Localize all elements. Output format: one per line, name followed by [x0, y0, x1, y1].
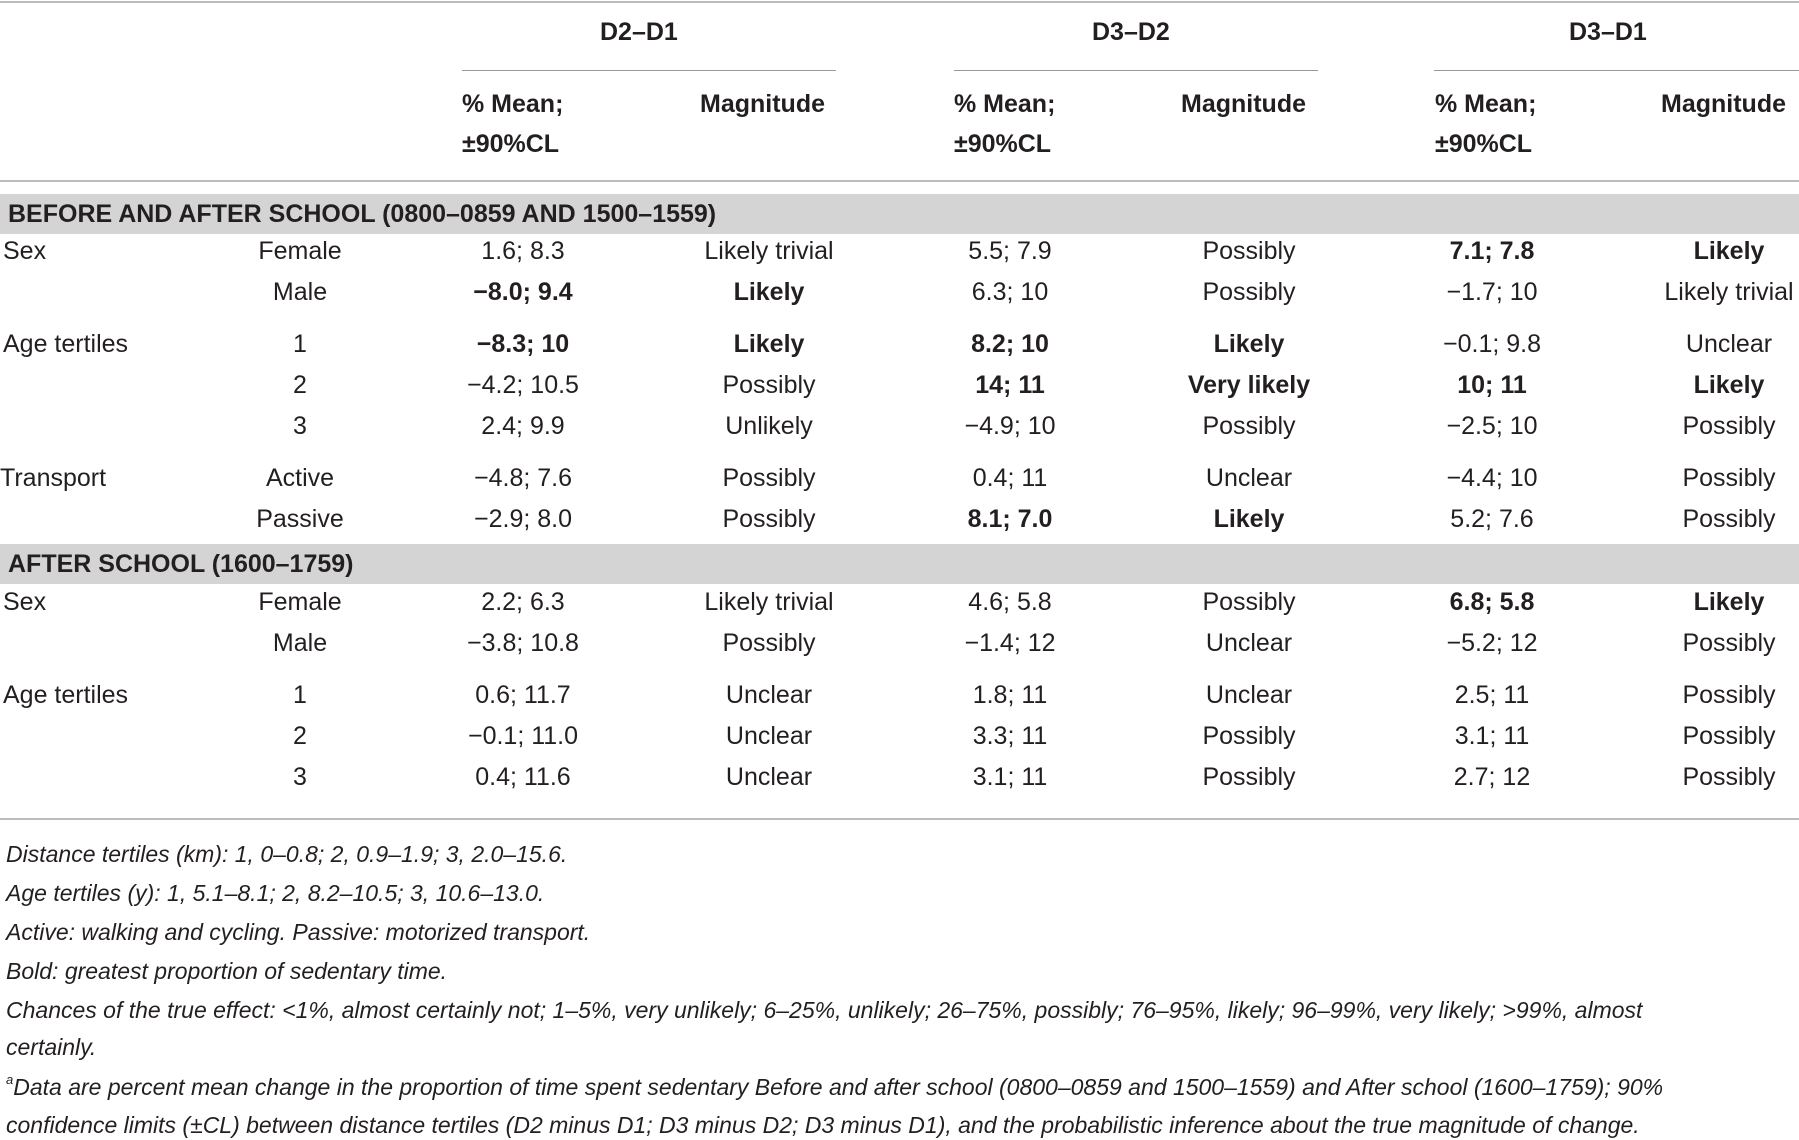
row-level: Active: [265, 464, 335, 492]
mean-cl-cell: 0.6; 11.7: [475, 681, 571, 709]
group-header-d3-d1: D3–D1: [1569, 18, 1647, 46]
mean-cl-cell: 14; 11: [975, 371, 1045, 399]
magnitude-cell: Possibly: [1202, 588, 1296, 616]
mean-cl-cell: 2.4; 9.9: [481, 412, 565, 440]
group-header-d3-d2: D3–D2: [1092, 18, 1170, 46]
mean-cl-cell: 3.1; 11: [972, 763, 1048, 791]
table-bottom-rule: [0, 818, 1799, 820]
magnitude-cell: Possibly: [1682, 464, 1776, 492]
magnitude-cell: Possibly: [1682, 681, 1776, 709]
magnitude-cell: Possibly: [722, 505, 816, 533]
group-rule-d3-d1: [1434, 70, 1799, 71]
magnitude-cell: Likely: [733, 330, 805, 358]
footnote-chances-line1: Chances of the true effect: <1%, almost certainly not; 1–5%, very unlikely; 6–25%, unlikely; 26–75%, possibly; 76–95%, likely; 96–99%, very likely; >99%, almost: [6, 997, 1643, 1023]
magnitude-cell: Possibly: [722, 629, 816, 657]
magnitude-cell: Possibly: [1682, 763, 1776, 791]
group-header-d2-d1: D2–D1: [600, 18, 678, 46]
magnitude-cell: Likely trivial: [1664, 278, 1794, 306]
mean-cl-cell: 5.5; 7.9: [968, 237, 1052, 265]
mean-cl-cell: −4.4; 10: [1446, 464, 1538, 492]
row-level: Male: [272, 629, 328, 657]
row-level: 1: [293, 681, 307, 709]
mean-cl-cell: 4.6; 5.8: [968, 588, 1052, 616]
subheader-cl-1: ±90%CL: [462, 130, 560, 158]
row-level: Male: [272, 278, 328, 306]
subheader-magnitude-3: Magnitude: [1661, 90, 1786, 118]
mean-cl-cell: −3.8; 10.8: [467, 629, 579, 657]
row-level: Female: [258, 588, 342, 616]
mean-cl-cell: −2.9; 8.0: [474, 505, 572, 533]
subheader-magnitude-2: Magnitude: [1181, 90, 1306, 118]
mean-cl-cell: −4.9; 10: [964, 412, 1056, 440]
magnitude-cell: Likely trivial: [704, 237, 834, 265]
magnitude-cell: Possibly: [722, 464, 816, 492]
mean-cl-cell: 6.8; 5.8: [1449, 588, 1535, 616]
magnitude-cell: Possibly: [1682, 505, 1776, 533]
mean-cl-cell: 2.5; 11: [1454, 681, 1530, 709]
magnitude-cell: Possibly: [722, 371, 816, 399]
mean-cl-cell: 1.6; 8.3: [481, 237, 565, 265]
footnote-data-text1: Data are percent mean change in the proportion of time spent sedentary Before and after school (0800–0859 and 1500–1559) and After school (1600–1759); 90%: [13, 1074, 1664, 1100]
mean-cl-cell: −5.2; 12: [1446, 629, 1538, 657]
row-level: 3: [293, 763, 307, 791]
mean-cl-cell: 0.4; 11: [972, 464, 1048, 492]
mean-cl-cell: 3.3; 11: [972, 722, 1048, 750]
magnitude-cell: Possibly: [1202, 722, 1296, 750]
subheader-cl-3: ±90%CL: [1435, 130, 1533, 158]
magnitude-cell: Likely: [1213, 505, 1285, 533]
subheader-mean-2: % Mean;: [954, 90, 1056, 118]
magnitude-cell: Unclear: [1205, 464, 1293, 492]
row-level: 2: [293, 722, 307, 750]
magnitude-cell: Possibly: [1682, 629, 1776, 657]
mean-cl-cell: −2.5; 10: [1446, 412, 1538, 440]
mean-cl-cell: −0.1; 11.0: [467, 722, 579, 750]
magnitude-cell: Likely: [1693, 237, 1765, 265]
magnitude-cell: Possibly: [1682, 722, 1776, 750]
row-level: Female: [258, 237, 342, 265]
mean-cl-cell: −1.7; 10: [1446, 278, 1538, 306]
header-bottom-rule: [0, 180, 1799, 182]
row-variable: Transport: [0, 464, 107, 492]
group-rule-d3-d2: [954, 70, 1318, 71]
row-variable: Sex: [3, 588, 47, 616]
mean-cl-cell: 10; 11: [1457, 371, 1527, 399]
group-rule-d2-d1: [462, 70, 836, 71]
mean-cl-cell: 6.3; 10: [971, 278, 1049, 306]
magnitude-cell: Possibly: [1202, 412, 1296, 440]
mean-cl-cell: −8.0; 9.4: [473, 278, 573, 306]
row-level: 3: [293, 412, 307, 440]
mean-cl-cell: −1.4; 12: [964, 629, 1056, 657]
footnote-age: Age tertiles (y): 1, 5.1–8.1; 2, 8.2–10.5; 3, 10.6–13.0.: [6, 880, 545, 906]
magnitude-cell: Unclear: [725, 681, 813, 709]
mean-cl-cell: 2.2; 6.3: [481, 588, 565, 616]
magnitude-cell: Possibly: [1202, 278, 1296, 306]
subheader-cl-2: ±90%CL: [954, 130, 1052, 158]
mean-cl-cell: 8.2; 10: [971, 330, 1049, 358]
subheader-magnitude-1: Magnitude: [700, 90, 825, 118]
magnitude-cell: Possibly: [1682, 412, 1776, 440]
subheader-mean-3: % Mean;: [1435, 90, 1537, 118]
mean-cl-cell: 0.4; 11.6: [475, 763, 571, 791]
mean-cl-cell: −0.1; 9.8: [1443, 330, 1541, 358]
row-variable: Sex: [3, 237, 47, 265]
subheader-mean-1: % Mean;: [462, 90, 564, 118]
mean-cl-cell: −4.2; 10.5: [467, 371, 579, 399]
row-variable: Age tertiles: [3, 681, 129, 709]
footnote-chances-line2: certainly.: [6, 1034, 97, 1060]
footnote-bold: Bold: greatest proportion of sedentary time.: [6, 958, 448, 984]
mean-cl-cell: −4.8; 7.6: [474, 464, 572, 492]
magnitude-cell: Likely: [1213, 330, 1285, 358]
magnitude-cell: Likely: [733, 278, 805, 306]
mean-cl-cell: 3.1; 11: [1454, 722, 1530, 750]
footnote-transport: Active: walking and cycling. Passive: motorized transport.: [6, 919, 591, 945]
row-level: Passive: [256, 505, 344, 533]
footnote-marker: a: [6, 1072, 14, 1087]
magnitude-cell: Unclear: [1205, 629, 1293, 657]
magnitude-cell: Very likely: [1187, 371, 1311, 399]
mean-cl-cell: 1.8; 11: [972, 681, 1048, 709]
footnote-data-line1: [6, 1074, 1663, 1101]
row-level: 1: [293, 330, 307, 358]
magnitude-cell: Likely: [1693, 371, 1765, 399]
magnitude-cell: Unclear: [1685, 330, 1773, 358]
magnitude-cell: Likely: [1693, 588, 1765, 616]
footnote-distance: Distance tertiles (km): 1, 0–0.8; 2, 0.9–1.9; 3, 2.0–15.6.: [6, 841, 568, 867]
mean-cl-cell: −8.3; 10: [476, 330, 570, 358]
magnitude-cell: Likely trivial: [704, 588, 834, 616]
mean-cl-cell: 8.1; 7.0: [967, 505, 1053, 533]
row-level: 2: [293, 371, 307, 399]
mean-cl-cell: 7.1; 7.8: [1449, 237, 1535, 265]
magnitude-cell: Unlikely: [725, 412, 813, 440]
magnitude-cell: Unclear: [725, 763, 813, 791]
magnitude-cell: Unclear: [725, 722, 813, 750]
mean-cl-cell: 2.7; 12: [1453, 763, 1531, 791]
magnitude-cell: Possibly: [1202, 237, 1296, 265]
section-title-after: AFTER SCHOOL (1600–1759): [8, 550, 354, 578]
table-top-rule: [0, 1, 1799, 3]
mean-cl-cell: 5.2; 7.6: [1450, 505, 1534, 533]
magnitude-cell: Unclear: [1205, 681, 1293, 709]
section-title-before-after: BEFORE AND AFTER SCHOOL (0800–0859 AND 1500–1559): [8, 200, 717, 228]
row-variable: Age tertiles: [3, 330, 129, 358]
footnote-data-line2: confidence limits (±CL) between distance tertiles (D2 minus D1; D3 minus D2; D3 minus D1), and the probabilistic inference about the true magnitude of change.: [6, 1112, 1640, 1138]
magnitude-cell: Possibly: [1202, 763, 1296, 791]
